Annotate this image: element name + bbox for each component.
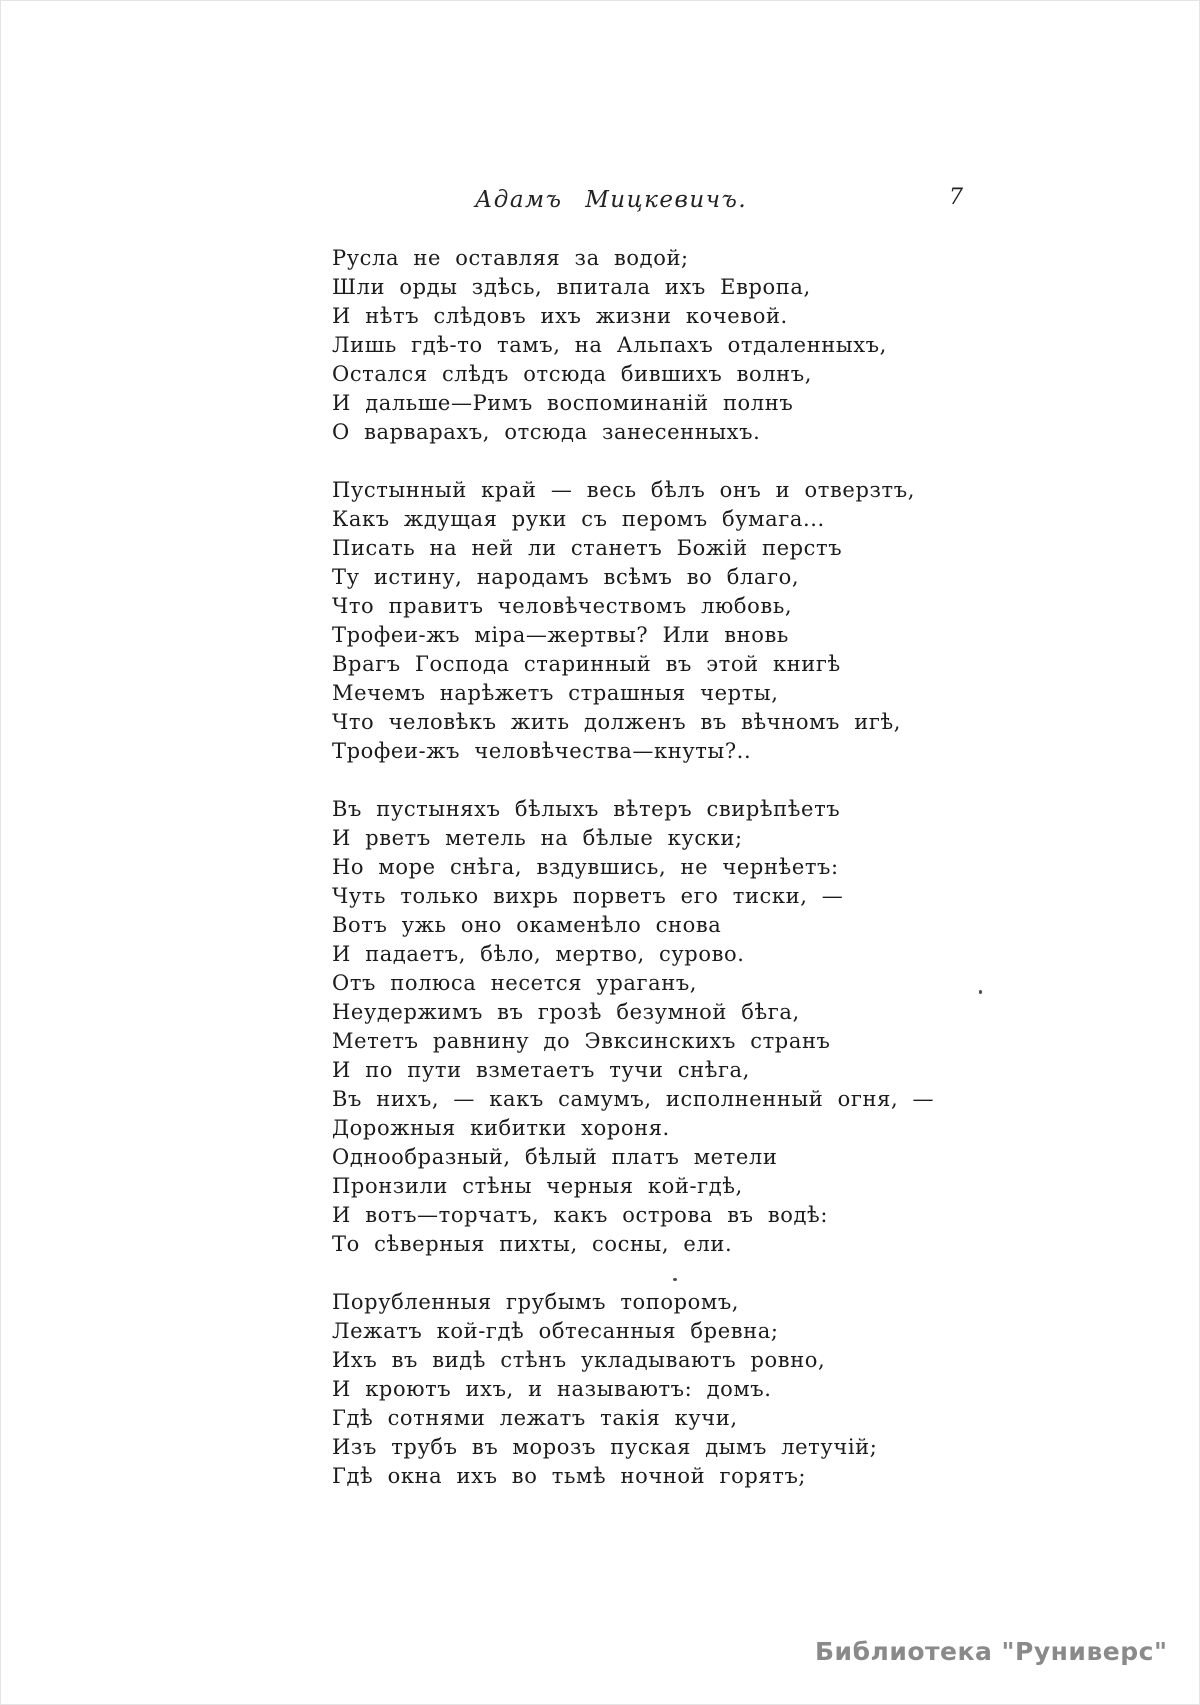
poem-line: Но море снѣга, вздувшись, не чернѣетъ: [332,855,839,879]
poem-line: Изъ трубъ въ морозъ пуская дымъ летучій; [332,1435,878,1459]
poem-line: И рветъ метель на бѣлые куски; [332,826,743,850]
poem-line: Дорожныя кибитки хороня. [332,1116,670,1140]
scan-artifact-dot [979,990,982,994]
stanza-3 [332,795,972,1259]
poem-line: Мететъ равнину до Эвксинскихъ странъ [332,1029,831,1053]
poem-line: Лежатъ кой-гдѣ обтесанныя бревна; [332,1319,779,1343]
poem-line: И нѣтъ слѣдовъ ихъ жизни кочевой. [332,304,788,328]
poem-line: То сѣверныя пихты, сосны, ели. [332,1232,733,1256]
poem-line: Пустынный край — весь бѣлъ онъ и отверзтъ, [332,478,915,502]
page-number: 7 [949,185,963,210]
poem-line: Порубленныя грубымъ топоромъ, [332,1290,740,1314]
poem-line: Чуть только вихрь порветъ его тиски, — [332,884,844,908]
poem-line: Какъ ждущая руки съ перомъ бумага... [332,507,825,531]
stanza-1 [332,244,972,447]
poem-text-block [332,244,972,1491]
poem-line: Однообразный, бѣлый платъ метели [332,1145,778,1169]
poem-line: Трофеи-жъ человѣчества—кнуты?.. [332,739,752,763]
poem-line: И падаетъ, бѣло, мертво, сурово. [332,942,745,966]
poem-line: Остался слѣдъ отсюда бившихъ волнъ, [332,362,813,386]
stanza-2 [332,476,972,766]
scan-artifact-dot [673,1278,677,1281]
running-head-title: Адамъ Мицкевичъ. [474,187,748,213]
poem-line: Трофеи-жъ міра—жертвы? Или вновь [332,623,789,647]
poem-line: Что правитъ человѣчествомъ любовь, [332,594,793,618]
poem-line: Гдѣ сотнями лежатъ такія кучи, [332,1406,738,1430]
poem-line: Пронзили стѣны черныя кой-гдѣ, [332,1174,743,1198]
poem-line: Врагъ Господа старинный въ этой книгѣ [332,652,841,676]
poem-line: Писать на ней ли станетъ Божій перстъ [332,536,843,560]
poem-line: Вотъ ужь оно окаменѣло снова [332,913,722,937]
poem-line: Русла не оставляя за водой; [332,246,689,270]
poem-line: И по пути взметаетъ тучи снѣга, [332,1058,750,1082]
poem-line: Гдѣ окна ихъ во тьмѣ ночной горятъ; [332,1464,807,1488]
poem-line: Что человѣкъ жить долженъ въ вѣчномъ игѣ, [332,710,902,734]
poem-line: И вотъ—торчатъ, какъ острова въ водѣ: [332,1203,828,1227]
library-watermark: Библиотека "Руниверс" [815,1637,1168,1666]
poem-line: И дальше—Римъ воспоминаній полнъ [332,391,794,415]
poem-line: Въ нихъ, — какъ самумъ, исполненный огня, — [332,1087,935,1111]
poem-line: Ту истину, народамъ всѣмъ во благо, [332,565,800,589]
poem-line: Отъ полюса несется ураганъ, [332,971,698,995]
poem-line: Въ пустыняхъ бѣлыхъ вѣтеръ свирѣпѣетъ [332,797,841,821]
stanza-4 [332,1288,972,1491]
poem-line: Шли орды здѣсь, впитала ихъ Европа, [332,275,811,299]
poem-line: Мечемъ нарѣжетъ страшныя черты, [332,681,779,705]
poem-line: Неудержимъ въ грозѣ безумной бѣга, [332,1000,800,1024]
poem-line: И кроютъ ихъ, и называютъ: домъ. [332,1377,772,1401]
poem-line: Лишь гдѣ-то тамъ, на Альпахъ отдаленныхъ, [332,333,887,357]
poem-line: О варварахъ, отсюда занесенныхъ. [332,420,761,444]
poem-line: Ихъ въ видѣ стѣнъ укладываютъ ровно, [332,1348,826,1372]
